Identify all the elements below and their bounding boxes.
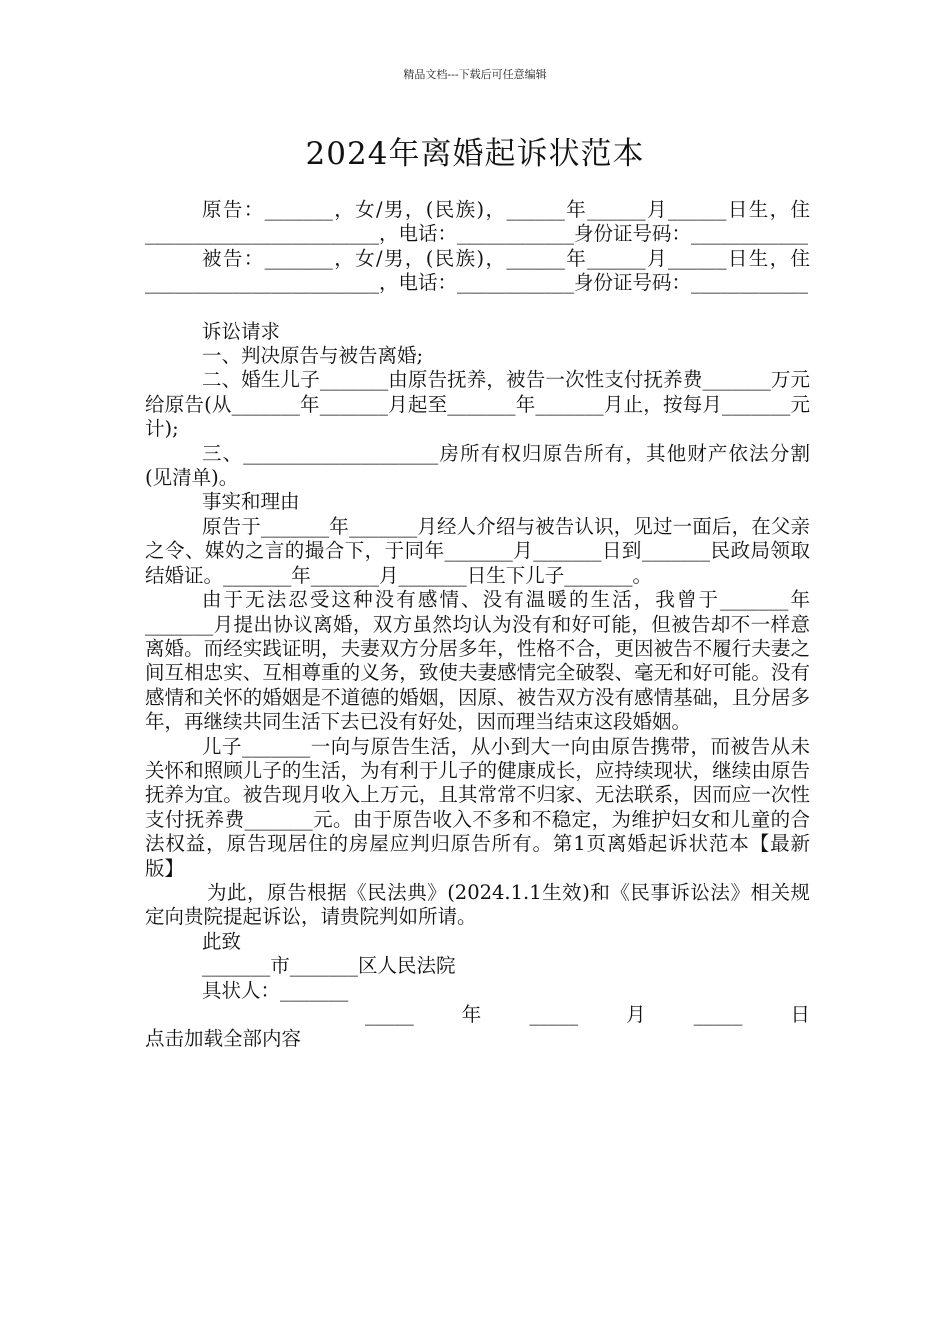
- fact-2: 由于无法忍受这种没有感情、没有温暖的生活，我曾于_______年_______月提出协议离婚，双方虽然均认为没有和好可能，但被告却不一样意离婚。而经实践证明，夫妻双方分居多年，性格不合，更因被告不履行夫妻之间互相忠实、互相尊重的义务，致使夫妻感情完全破裂、毫无和好可能。没有感情和关怀的婚姻是不道德的婚姻，因原、被告双方没有感情基础，且分居多年，再继续共同生活下去已没有好处，因而理当结束这段婚姻。: [145, 588, 810, 734]
- court-name: _______市_______区人民法院: [202, 954, 456, 978]
- date-line: [145, 1003, 810, 1027]
- facts-heading: 事实和理由: [202, 490, 300, 514]
- signer: 具状人：_______: [202, 978, 349, 1002]
- spacer: [145, 296, 810, 320]
- claim-1: 一、判决原告与被告离婚;: [202, 344, 424, 368]
- fact-3: 儿子_______一向与原告生活，从小到大一向由原告携带，而被告从未关怀和照顾儿子的生活，为有利于儿子的健康成长，应持续现状，继续由原告抚养为宜。被告现月收入上万元，且其常常不归家、无法联系，因而应一次性支付抚养费_______元。由于原告收入不多和不稳定，为维护妇女和儿童的合法权益，原告现居住的房屋应判归原告所有。第1页离婚起诉状范本【最新版】: [145, 734, 810, 880]
- day-label: 日: [790, 1003, 810, 1026]
- year-blank: _____: [365, 1003, 414, 1026]
- document-title: 2024年离婚起诉状范本: [305, 136, 645, 172]
- claim-2: 二、婚生儿子_______由原告抚养，被告一次性支付抚养费_______万元给原告(从_______年_______月起至_______年_______月止，按每月_______元计);: [145, 368, 810, 441]
- claims-heading: 诉讼请求: [202, 319, 281, 343]
- conclusion: 为此，原告根据《民法典》(2024.1.1生效)和《民事诉讼法》相关规定向贵院提起诉讼，请贵院判如所请。: [145, 880, 810, 929]
- header-note: 精品文档---下载后可任意编辑: [403, 68, 547, 81]
- defendant-info: 被告：_______，女/男，(民族)，______年______月______日生，住________________________，电话：____________身份证号码：____________: [145, 246, 810, 295]
- month-blank: _____: [529, 1003, 579, 1026]
- month-label: 月: [626, 1003, 646, 1026]
- load-more-link[interactable]: 点击加载全部内容: [145, 1027, 302, 1051]
- document-body: [145, 198, 810, 1052]
- year-label: 年: [461, 1003, 482, 1026]
- claim-3: 三、____________________房所有权归原告所有，其他财产依法分割(见清单)。: [145, 441, 810, 490]
- salutation: 此致: [202, 929, 242, 953]
- fact-1: 原告于_______年_______月经人介绍与被告认识，见过一面后，在父亲之令、媒妁之言的撮合下，于同年_______月_______日到_______民政局领取结婚证。_______年_______月_______日生下儿子_______。: [145, 514, 810, 587]
- day-blank: _____: [693, 1003, 743, 1026]
- plaintiff-info: 原告：_______，女/男，(民族)，______年______月______日生，住________________________，电话：____________身份证号码：____________: [145, 198, 810, 246]
